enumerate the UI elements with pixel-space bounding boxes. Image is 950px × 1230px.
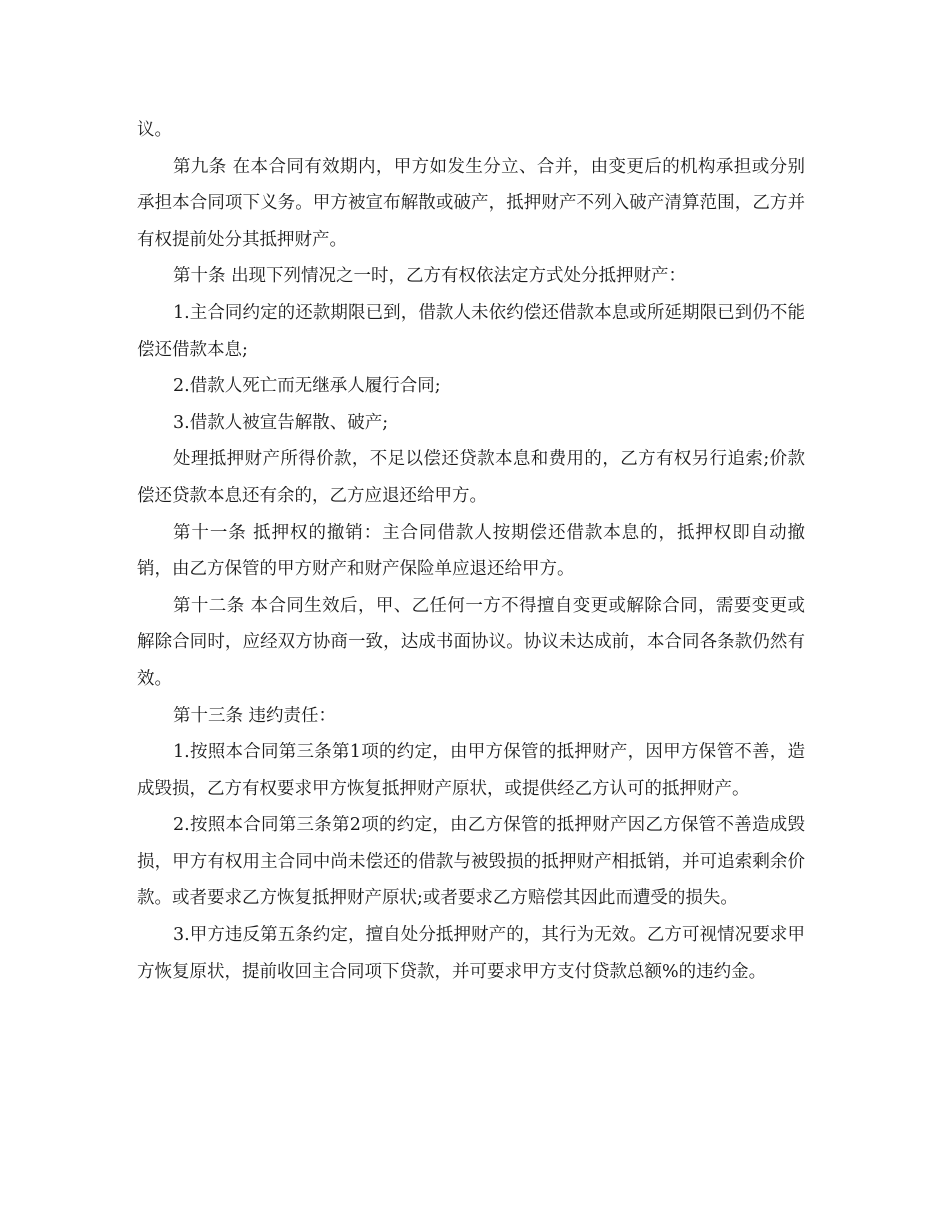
paragraph-article-11: 第十一条 抵押权的撤销：主合同借款人按期偿还借款本息的，抵押权即自动撤销，由乙方保管的甲方财产和财产保险单应退还给甲方。 (137, 522, 805, 580)
paragraph-continuation: 议。 (137, 120, 172, 140)
paragraph-article-13-item-3: 3.甲方违反第五条约定，擅自处分抵押财产的，其行为无效。乙方可视情况要求甲方恢复原状，提前收回主合同项下贷款，并可要求甲方支付贷款总额%的违约金。 (137, 925, 805, 982)
paragraph-article-10: 第十条 出现下列情况之一时，乙方有权依法定方式处分抵押财产： (173, 266, 687, 287)
paragraph-article-10-item-1: 1.主合同约定的还款期限已到，借款人未依约偿还借款本息或所延期限已到仍不能偿还借款本息; (137, 302, 805, 360)
paragraph-article-13-item-1: 1.按照本合同第三条第1项的约定，由甲方保管的抵押财产，因甲方保管不善，造成毁损，乙方有权要求甲方恢复抵押财产原状，或提供经乙方认可的抵押财产。 (137, 742, 805, 799)
paragraph-article-10-item-3: 3.借款人被宣告解散、破产; (173, 412, 389, 433)
paragraph-article-12: 第十二条 本合同生效后，甲、乙任何一方不得擅自变更或解除合同，需要变更或解除合同时，应经双方协商一致，达成书面协议。协议未达成前，本合同各条款仍然有效。 (137, 595, 805, 689)
paragraph-article-9: 第九条 在本合同有效期内，甲方如发生分立、合并，由变更后的机构承担或分别承担本合同项下义务。甲方被宣布解散或破产，抵押财产不列入破产清算范围，乙方并有权提前处分其抵押财产。 (137, 156, 805, 250)
paragraph-article-10-proceeds: 处理抵押财产所得价款，不足以偿还贷款本息和费用的，乙方有权另行追索;价款偿还贷款本息还有余的，乙方应退还给甲方。 (137, 449, 805, 506)
document-body (137, 112, 805, 990)
paragraph-article-13: 第十三条 违约责任： (173, 705, 337, 726)
paragraph-article-10-item-2: 2.借款人死亡而无继承人履行合同; (173, 376, 441, 397)
paragraph-article-13-item-2: 2.按照本合同第三条第2项的约定，由乙方保管的抵押财产因乙方保管不善造成毁损，甲方有权用主合同中尚未偿还的借款与被毁损的抵押财产相抵销，并可追索剩余价款。或者要求乙方恢复抵押财产原状;或者要求乙方赔偿其因此而遭受的损失。 (137, 815, 805, 909)
